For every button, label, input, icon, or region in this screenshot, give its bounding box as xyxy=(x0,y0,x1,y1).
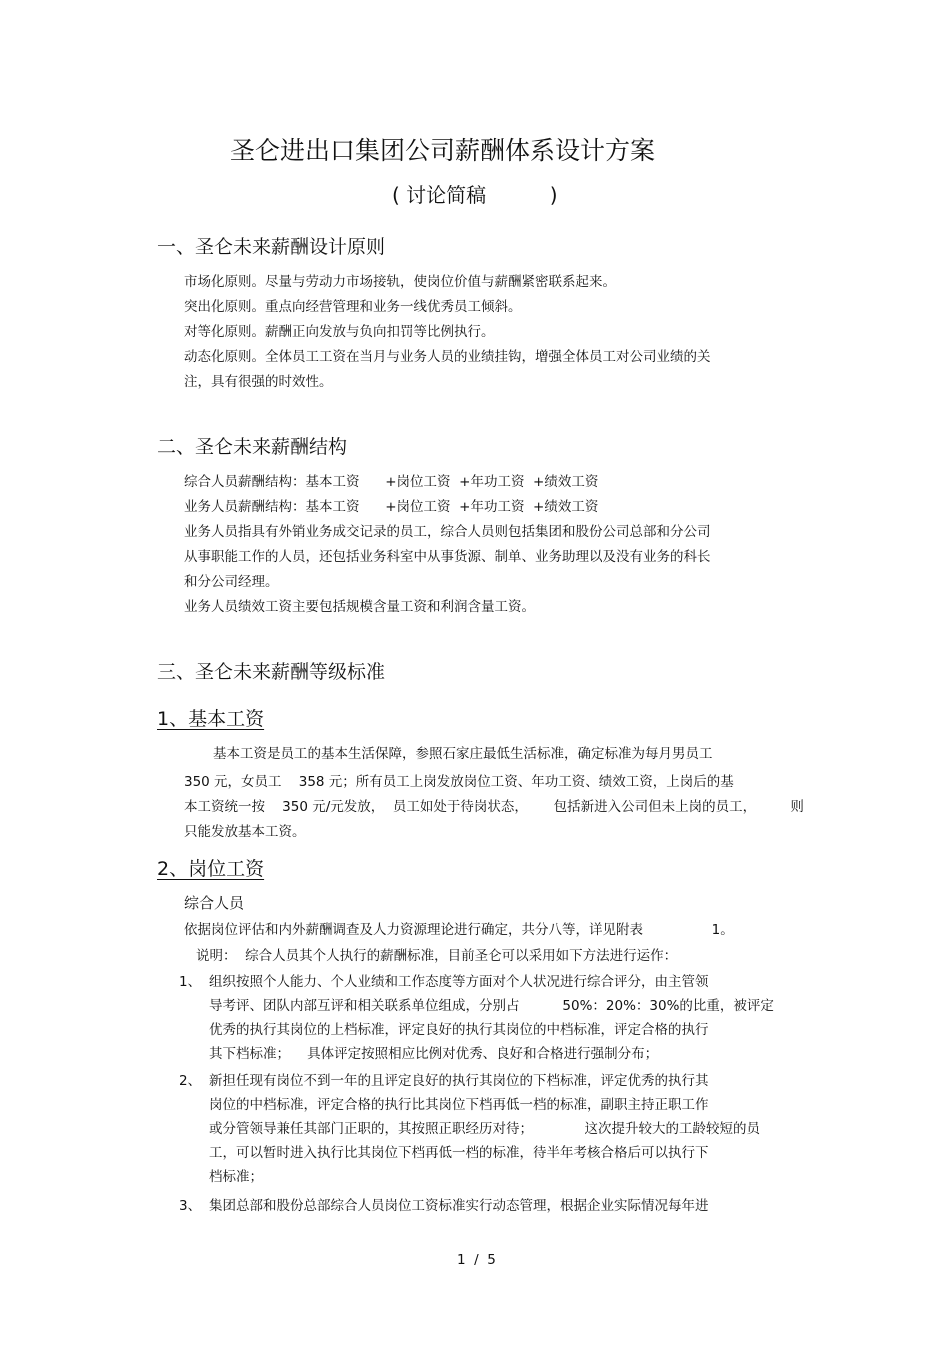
section-2-line: 和分公司经理。 xyxy=(184,574,279,590)
section-3-heading: 三、圣仑未来薪酬等级标准 xyxy=(157,661,386,683)
section-1-line: 市场化原则。尽量与劳动力市场接轨，使岗位价值与薪酬紧密联系起来。 xyxy=(184,274,616,290)
section-1-line: 动态化原则。全体员工工资在当月与业务人员的业绩挂钩，增强全体员工对公司业绩的关 xyxy=(184,349,711,365)
subsection-1-heading: 1、基本工资 xyxy=(157,708,265,730)
list-item-line: 档标准； xyxy=(209,1169,263,1185)
list-item-line: 工，可以暂时进入执行比其岗位下档再低一档的标准，待半年考核合格后可以执行下 xyxy=(209,1145,709,1161)
list-item-line: 新担任现有岗位不到一年的且评定良好的执行其岗位的下档标准，评定优秀的执行其 xyxy=(209,1073,709,1089)
list-item-number: 1、 xyxy=(179,974,202,990)
subsection-1-line: 只能发放基本工资。 xyxy=(184,824,306,840)
subsection-2-heading: 2、岗位工资 xyxy=(157,858,265,880)
list-item-number: 2、 xyxy=(179,1073,202,1089)
subsection-1-line: 基本工资是员工的基本生活保障，参照石家庄最低生活标准，确定标准为每月男员工 xyxy=(213,746,713,762)
list-item-number: 3、 xyxy=(179,1198,202,1214)
section-2-line: 从事职能工作的人员，还包括业务科室中从事货源、制单、业务助理以及没有业务的科长 xyxy=(184,549,711,565)
list-item-line: 或分管领导兼任其部门正职的，其按照正职经历对待； 这次提升较大的工龄较短的员 xyxy=(209,1121,760,1137)
list-item-line: 岗位的中档标准，评定合格的执行比其岗位下档再低一档的标准，副职主持正职工作 xyxy=(209,1097,709,1113)
section-2-heading: 二、圣仑未来薪酬结构 xyxy=(157,436,348,458)
group-label: 综合人员 xyxy=(184,894,245,912)
list-item-line: 组织按照个人能力、个人业绩和工作态度等方面对个人状况进行综合评分，由主管领 xyxy=(209,974,709,990)
section-2-line: 综合人员薪酬结构：基本工资 +岗位工资 +年功工资 +绩效工资 xyxy=(184,474,599,490)
page-indicator: 1 / 5 xyxy=(457,1252,496,1268)
section-1-line: 注，具有很强的时效性。 xyxy=(184,374,333,390)
note-line: 说明： 综合人员其个人执行的薪酬标准，目前圣仑可以采用如下方法进行运作： xyxy=(196,948,678,964)
subsection-1-line: 本工资统一按 350 元/元发放， 员工如处于待岗状态， 包括新进入公司但未上岗的员工， 则 xyxy=(184,799,804,815)
subsection-1-line: 350 元，女员工 358 元；所有员工上岗发放岗位工资、年功工资、绩效工资，上岗后的基 xyxy=(184,774,734,790)
list-item-line: 导考评、团队内部互评和相关联系单位组成，分别占 50%：20%：30%的比重，被评定 xyxy=(209,998,774,1014)
section-2-line: 业务人员薪酬结构：基本工资 +岗位工资 +年功工资 +绩效工资 xyxy=(184,499,599,515)
list-item-line: 优秀的执行其岗位的上档标准，评定良好的执行其岗位的中档标准，评定合格的执行 xyxy=(209,1022,709,1038)
section-1-line: 对等化原则。薪酬正向发放与负向扣罚等比例执行。 xyxy=(184,324,495,340)
list-item-line: 集团总部和股份总部综合人员岗位工资标准实行动态管理，根据企业实际情况每年进 xyxy=(209,1198,709,1214)
document-subtitle: ( 讨论简稿 ) xyxy=(392,183,558,207)
intro-line: 依据岗位评估和内外薪酬调查及人力资源理论进行确定，共分八等，详见附表 1。 xyxy=(184,922,734,938)
section-2-line: 业务人员绩效工资主要包括规模含量工资和利润含量工资。 xyxy=(184,599,535,615)
section-1-line: 突出化原则。重点向经营管理和业务一线优秀员工倾斜。 xyxy=(184,299,522,315)
list-item-line: 其下档标准； 具体评定按照相应比例对优秀、良好和合格进行强制分布； xyxy=(209,1046,659,1062)
document-title: 圣仑进出口集团公司薪酬体系设计方案 xyxy=(230,136,656,165)
section-2-line: 业务人员指具有外销业务成交记录的员工，综合人员则包括集团和股份公司总部和分公司 xyxy=(184,524,711,540)
section-1-heading: 一、圣仑未来薪酬设计原则 xyxy=(157,236,386,258)
